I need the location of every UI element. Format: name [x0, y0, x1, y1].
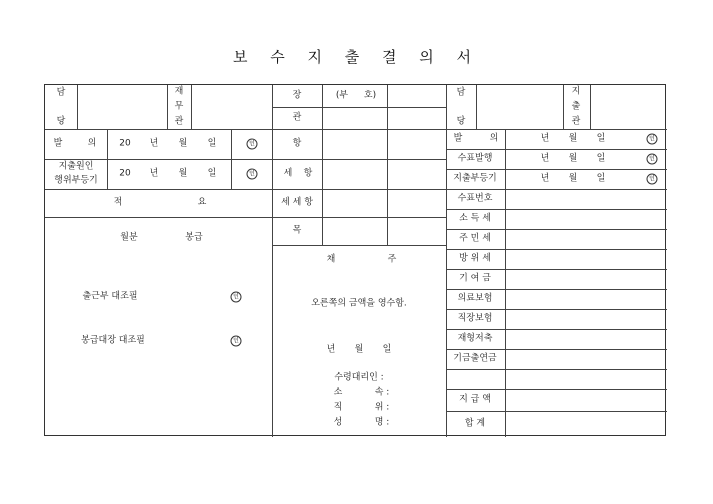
- sehang-label-1: 세: [283, 168, 293, 179]
- r-issue-m: 월: [568, 133, 578, 144]
- salary-expenditure-form: [44, 84, 666, 436]
- deduction-row-label: 기금출연금: [453, 353, 497, 364]
- deduction-row-label: 재형저축: [457, 333, 493, 344]
- r-approval-chul-label: 출: [571, 101, 581, 112]
- divider: [446, 85, 447, 437]
- name-label-1: 성: [333, 417, 343, 428]
- receipt-date-d: 일: [382, 344, 392, 355]
- receipt-statement: 오른쪽의 금액을 영수함.: [311, 298, 407, 309]
- receipt-date-m: 월: [354, 344, 364, 355]
- creditor-label-2: 주: [387, 254, 397, 265]
- approval-dang-label: 당: [56, 116, 66, 127]
- officer-d: 일: [207, 168, 217, 179]
- r-issue-label-1: 발: [453, 133, 463, 144]
- agent-label: 수령대리인 :: [334, 372, 384, 383]
- deduction-row-label: 방 위 세: [459, 253, 491, 264]
- expense-reg-d: 일: [596, 173, 606, 184]
- r-approval-dam-label: 담: [456, 87, 466, 98]
- summary-label-1: 적: [113, 197, 123, 208]
- jang-label: 장: [292, 90, 302, 101]
- seal-icon: 인: [247, 139, 258, 150]
- cheque-issue-y: 년: [540, 153, 550, 164]
- r-issue-d: 일: [596, 133, 606, 144]
- sesehang-label: 세 세 항: [281, 197, 313, 208]
- divider: [272, 85, 273, 437]
- seal-icon: 인: [247, 169, 258, 180]
- r-approval-dang-label: 당: [456, 116, 466, 127]
- officer-label-line1: 지출원인: [58, 161, 94, 172]
- seal-icon: 인: [231, 292, 242, 303]
- receipt-date-y: 년: [326, 344, 336, 355]
- deduction-row-label: 소 득 세: [459, 213, 491, 224]
- deduction-row-label: 의료보험: [457, 293, 493, 304]
- summary-label-2: 요: [197, 197, 207, 208]
- total-label: 합 계: [464, 418, 486, 429]
- officer-year: 20: [119, 168, 131, 179]
- attendance-check-label: 출근부 대조필: [82, 291, 138, 302]
- issue-y: 년: [149, 138, 159, 149]
- hang-label: 항: [292, 138, 302, 149]
- creditor-label-1: 채: [326, 254, 336, 265]
- issue-label-2: 의: [87, 138, 97, 149]
- deduction-row-label: 수표번호: [457, 193, 493, 204]
- r-issue-label-2: 의: [489, 133, 499, 144]
- approval-dam-label: 담: [56, 87, 66, 98]
- r-approval-gwan-label: 관: [571, 116, 581, 127]
- issue-d: 일: [207, 138, 217, 149]
- affiliation-label-2: 속 :: [374, 387, 390, 398]
- position-label-2: 위 :: [374, 402, 390, 413]
- expense-reg-label: 지출부등기: [453, 173, 497, 184]
- cheque-issue-label: 수표발행: [457, 153, 493, 164]
- pay-label-1: 월분: [120, 232, 138, 243]
- issue-year: 20: [119, 138, 131, 149]
- deduction-row-label: 기 여 금: [459, 273, 491, 284]
- seal-icon: 인: [647, 134, 658, 145]
- expense-reg-y: 년: [540, 173, 550, 184]
- approval-mu-label: 무: [174, 101, 184, 112]
- sehang-label-2: 항: [303, 168, 313, 179]
- pay-label-2: 봉급: [185, 232, 203, 243]
- ho-label: 호): [363, 90, 377, 101]
- deduction-row-label: 직장보험: [457, 313, 493, 324]
- position-label-1: 직: [333, 402, 343, 413]
- affiliation-label-1: 소: [333, 387, 343, 398]
- deduction-row-label: 주 민 세: [459, 233, 491, 244]
- expense-reg-m: 월: [568, 173, 578, 184]
- cheque-issue-m: 월: [568, 153, 578, 164]
- officer-m: 월: [178, 168, 188, 179]
- seal-icon: 인: [231, 336, 242, 347]
- seal-icon: 인: [647, 174, 658, 185]
- approval-gwan-label: 관: [174, 116, 184, 127]
- officer-label-line2: 행위부등기: [54, 175, 98, 186]
- issue-label-1: 발: [53, 138, 63, 149]
- issue-m: 월: [178, 138, 188, 149]
- approval-jae-label: 재: [174, 86, 184, 97]
- r-approval-ji-label: 지: [571, 86, 581, 97]
- seal-icon: 인: [647, 154, 658, 165]
- net-pay-label: 지 급 액: [459, 394, 491, 405]
- r-issue-y: 년: [540, 133, 550, 144]
- bu-label: (부: [335, 90, 349, 101]
- officer-y: 년: [149, 168, 159, 179]
- ledger-check-label: 봉급대장 대조필: [81, 335, 145, 346]
- cheque-issue-d: 일: [596, 153, 606, 164]
- name-label-2: 명 :: [374, 417, 390, 428]
- page-title: 보 수 지 출 결 의 서: [232, 48, 481, 66]
- mok-label: 목: [292, 225, 302, 236]
- gwan-label: 관: [292, 112, 302, 123]
